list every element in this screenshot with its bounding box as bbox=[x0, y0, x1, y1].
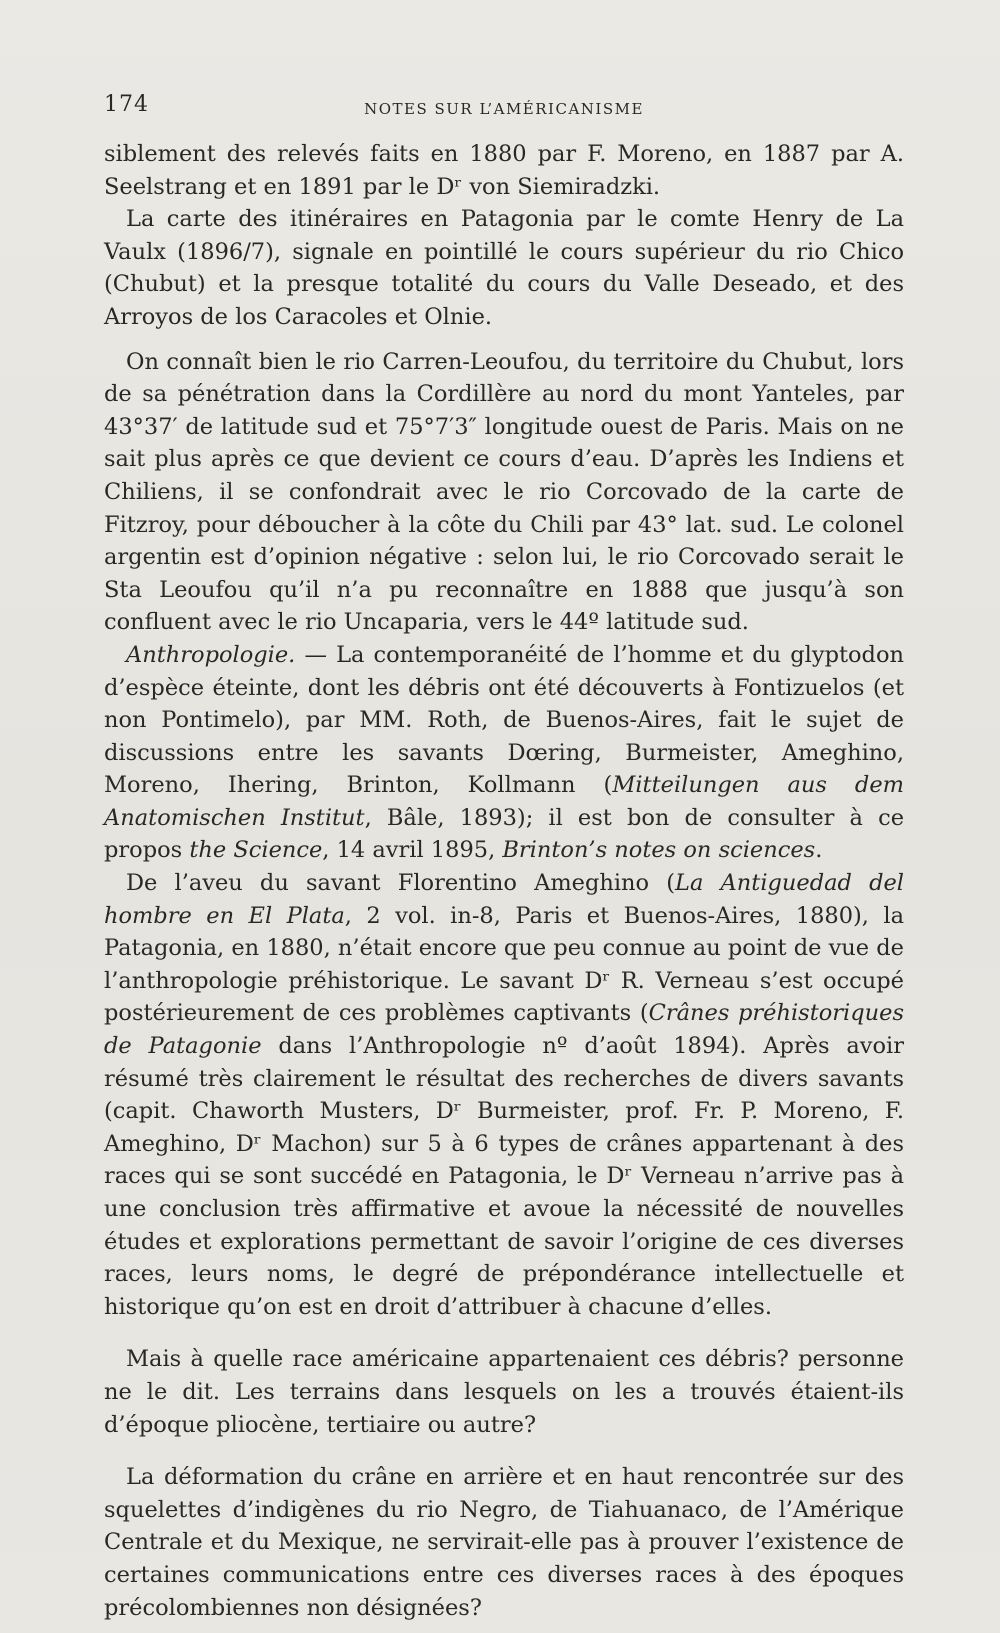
citation-title: La Antiguedad del hombre en El Plata bbox=[104, 870, 905, 929]
text-span: , 14 avril 1895, bbox=[322, 837, 503, 864]
paragraph-anthropologie bbox=[104, 639, 904, 867]
text-span: . bbox=[815, 837, 823, 864]
page-header bbox=[104, 92, 904, 122]
paragraph-la-vaulx-map: La carte des itinéraires en Patagonia par le comte Henry de La Vaulx (1896/7), signale en pointillé le cours supérieur du rio Chico (Chubut) et la presque totalité du cours du Valle Deseado, et des Arroyos de los Caracoles et Olnie. bbox=[104, 206, 904, 330]
citation-title: Brinton’s notes on sciences bbox=[502, 837, 816, 864]
text-span: dans l’Anthropologie nº d’août 1894). Après avoir résumé très clairement le résultat des recherches de divers savants (capit. Chaworth Musters, Dʳ Burmeister, prof. Fr. P. Moreno, F. Ameghino, Dʳ Machon) sur 5 à 6 types de crânes appartenant à des races qui se sont succédé en Patagonia, le Dʳ Verneau n’arrive pas à une conclusion très affirmative et avoue la nécessité de nouvelles études et explorations permettant de savoir l’origine de ces diverses races, leurs noms, le degré de prépondérance intellectuelle et historique qu’on est en droit d’attribuer à chacune d’elles. bbox=[104, 1033, 904, 1320]
citation-title: Mitteilungen aus dem Anatomischen Institut bbox=[104, 772, 904, 831]
paragraph-carren-leoufou: On connaît bien le rio Carren-Leoufou, du territoire du Chubut, lors de sa pénétration dans la Cordillère au nord du mont Yanteles, par 43°37′ de latitude sud et 75°7′3″ longitude ouest de Paris. Mais on ne sait plus après ce que devient ce cours d’eau. D’après les Indiens et Chiliens, il se confondrait avec le rio Corcovado de la carte de Fitzroy, pour déboucher à la côte du Chili par 43° lat. sud. Le colonel argentin est d’opinion négative : selon lui, le rio Corcovado serait le Sta Leoufou qu’il n’a pu reconnaître en 1888 que jusqu’à son confluent avec le rio Uncaparia, vers le 44º latitude sud. bbox=[104, 348, 904, 636]
citation-title: the Science bbox=[189, 837, 323, 864]
citation-title: Crânes préhistoriques de Patagonie bbox=[104, 1000, 904, 1060]
paragraph-ameghino bbox=[104, 867, 904, 1323]
paragraph-question-race: Mais à quelle race américaine appartenaient ces débris? personne ne le dit. Les terrains dans lesquels on les a trouvés étaient-ils d’époque pliocène, tertiaire ou autre? bbox=[104, 1346, 904, 1438]
section-heading-anthropologie: Anthropologie. bbox=[126, 641, 296, 668]
text-span: , Bâle, 1893); il est bon de consulter à ce propos bbox=[104, 804, 905, 864]
text-span: — La contemporanéité de l’homme et du glyptodon d’espèce éteinte, dont les débris ont été découverts à Fontizuelos (et non Pontimelo), par MM. Roth, de Buenos-Aires, fait le sujet de discussions entre les savants Dœring, Burmeister, Ameghino, Moreno, Ihering, Brinton, Kollmann ( bbox=[104, 641, 904, 799]
paragraph-deformation-crane: La déformation du crâne en arrière et en haut rencontrée sur des squelettes d’indigènes du rio Negro, de Tiahuanaco, de l’Amérique Centrale et du Mexique, ne servirait-elle pas à prouver l’existence de certaines communications entre ces diverses races à des époques précolombiennes non désignées? bbox=[104, 1464, 904, 1621]
text-span: De l’aveu du savant Florentino Ameghino ( bbox=[126, 870, 676, 897]
page-number: 174 bbox=[104, 92, 149, 117]
text-span: , 2 vol. in-8, Paris et Buenos-Aires, 1880), la Patagonia, en 1880, n’était encore que peu connue au point de vue de l’anthropologie préhistorique. Le savant Dʳ R. Verneau s’est occupé postérieurement de ces problèmes captivants ( bbox=[104, 902, 904, 1027]
running-title: NOTES SUR L’AMÉRICANISME bbox=[364, 100, 644, 118]
page-body bbox=[104, 138, 904, 1624]
paragraph-continuation: siblement des relevés faits en 1880 par F. Moreno, en 1887 par A. Seelstrang et en 1891 par le Dʳ von Siemiradzki. bbox=[104, 141, 904, 200]
